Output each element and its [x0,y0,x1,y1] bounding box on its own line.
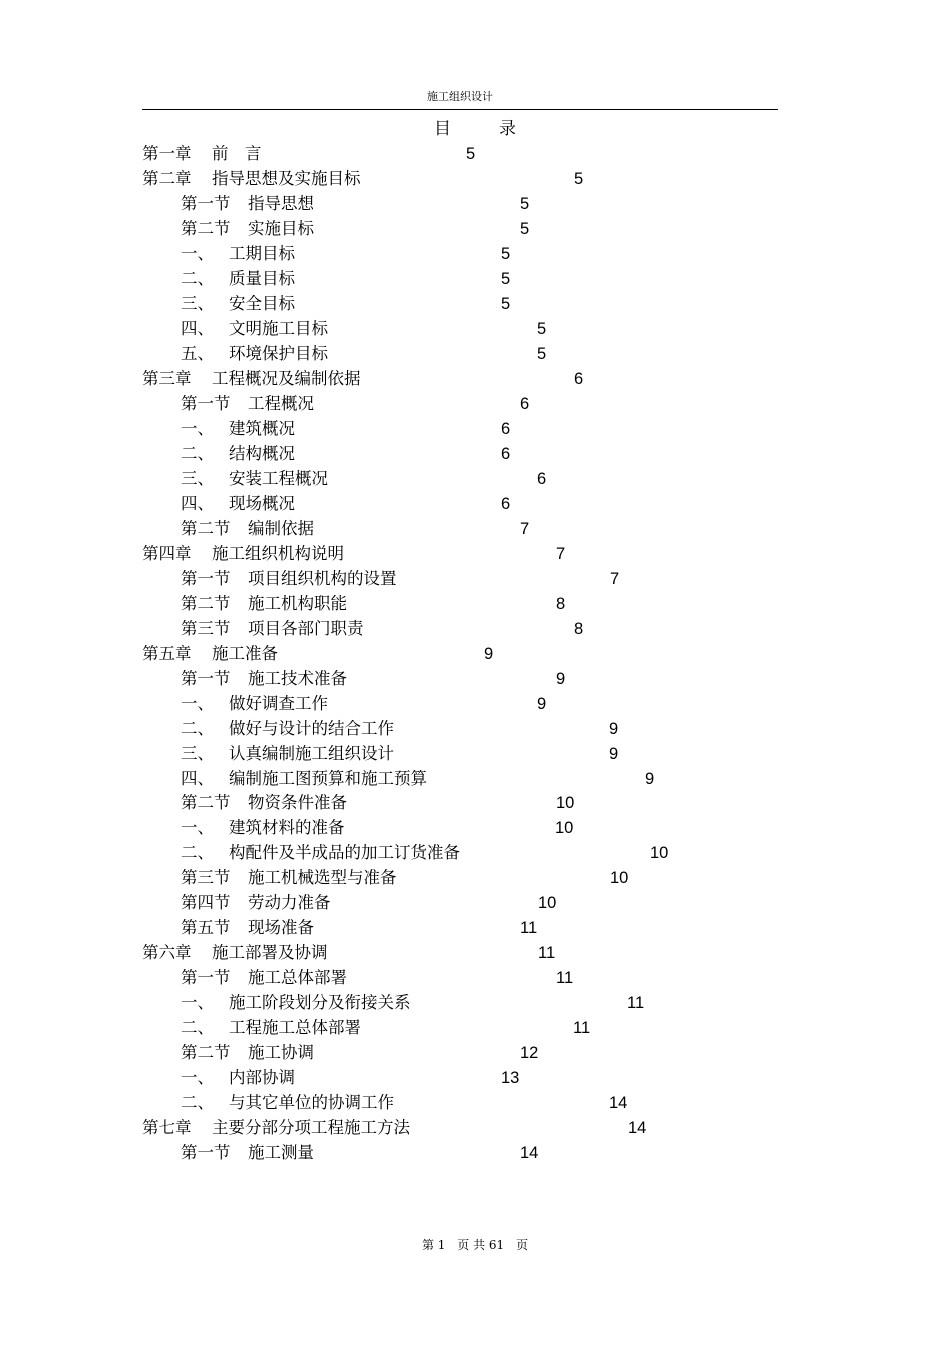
toc-entry-title: 做好与设计的结合工作 [229,718,394,738]
toc-entry-page: 11 [627,994,645,1013]
toc-entry-page: 6 [501,494,511,513]
toc-entry-label: 第六章 [142,943,192,963]
toc-entry-title: 现场概况 [229,493,295,513]
toc-title-left: 目 [434,119,451,139]
toc-entry-title: 施工阶段划分及衔接关系 [229,993,411,1013]
toc-entry-title: 施工测量 [248,1143,314,1163]
toc-entry-label: 第三节 [181,618,231,638]
toc-entry [0,567,950,591]
toc-entry-title: 物资条件准备 [248,793,347,813]
toc-entry-page: 6 [537,469,547,488]
toc-entry [0,791,950,815]
toc-entry-title: 认真编制施工组织设计 [229,743,394,763]
toc-entry [0,617,950,641]
toc-entry [0,592,950,616]
toc-entry [0,317,950,341]
toc-entry-label: 第四章 [142,543,192,563]
toc-entry-title: 安全目标 [229,293,295,313]
toc-entry-page: 9 [609,744,619,763]
toc-entry-title: 环境保护目标 [229,343,328,363]
toc-entry-label: 第三章 [142,368,192,388]
footer-page-suffix: 页 [516,1238,529,1252]
toc-entry-page: 10 [556,794,575,813]
toc-entry [0,392,950,416]
toc-entry-title: 建筑材料的准备 [229,818,345,838]
toc-entry-label: 第一节 [181,668,231,688]
toc-entry-title: 施工机械选型与准备 [248,868,397,888]
toc-entry-page: 9 [609,719,619,738]
toc-entry-title: 项目各部门职责 [248,618,364,638]
toc-entry [0,1041,950,1065]
toc-entry-page: 12 [520,1044,539,1063]
toc-entry-label: 二、 [181,718,214,738]
toc-entry-page: 9 [484,644,494,663]
toc-entry [0,267,950,291]
toc-entry-page: 11 [556,969,574,988]
toc-entry-title: 施工准备 [212,643,278,663]
toc-entry-label: 第二节 [181,1043,231,1063]
toc-entry-title: 现场准备 [248,918,314,938]
toc-entry-page: 6 [520,394,530,413]
toc-entry-label: 一、 [181,1068,214,1088]
toc-entry-page: 5 [520,219,530,238]
toc-entry-title: 建筑概况 [229,418,295,438]
toc-entry-page: 14 [520,1144,539,1163]
toc-entry-label: 二、 [181,443,214,463]
toc-entry-title: 施工组织机构说明 [212,543,344,563]
toc-entry [0,1091,950,1115]
footer-page-total: 页 共 61 [457,1238,505,1252]
toc-entry-page: 7 [556,544,566,563]
toc-entry-title: 施工机构职能 [248,593,347,613]
toc-entry-label: 第一节 [181,393,231,413]
toc-entry-label: 一、 [181,993,214,1013]
toc-entry-label: 第四节 [181,893,231,913]
toc-entry-page: 6 [501,419,511,438]
toc-entry-page: 5 [537,319,547,338]
toc-entry-label: 一、 [181,693,214,713]
toc-entry-title: 施工部署及协调 [212,943,328,963]
toc-entry-title: 施工总体部署 [248,968,347,988]
toc-entry-label: 第一节 [181,568,231,588]
toc-entry [0,367,950,391]
toc-entry-page: 10 [650,844,669,863]
toc-entry-page: 6 [574,369,584,388]
toc-entry-page: 5 [466,145,476,163]
toc-entry-label: 第二节 [181,593,231,613]
toc-entry-page: 6 [501,444,511,463]
toc-entry [0,966,950,990]
toc-entry-page: 5 [520,194,530,213]
toc-entry-title: 构配件及半成品的加工订货准备 [229,843,460,863]
toc-entry-label: 第五节 [181,918,231,938]
toc-entry [0,1116,950,1140]
toc-entry-page: 9 [537,694,547,713]
toc-entry-title: 工期目标 [229,243,295,263]
toc-title-right: 录 [499,119,516,139]
toc-entry [0,167,950,191]
toc-entry-title: 指导思想及实施目标 [212,168,361,188]
toc-entry-label: 第一节 [181,193,231,213]
page-footer [0,1237,950,1253]
toc-entry [0,767,950,791]
toc-entry-title: 与其它单位的协调工作 [229,1093,394,1113]
toc-entry [0,642,950,666]
toc-entry [0,692,950,716]
toc-entry-label: 四、 [181,493,214,513]
toc-entry-page: 11 [573,1019,591,1038]
toc-entry-label: 第五章 [142,643,192,663]
toc-entry-title: 做好调查工作 [229,693,328,713]
toc-entry-title: 结构概况 [229,443,295,463]
toc-entry [0,492,950,516]
toc-entry-page: 7 [610,569,620,588]
toc-entry-title: 前 言 [212,144,262,163]
toc-entry-page: 9 [645,769,655,788]
toc-entry-label: 第二节 [181,518,231,538]
toc-entry-page: 5 [501,294,511,313]
toc-entry [0,891,950,915]
toc-entry-page: 11 [538,944,556,963]
toc-entry-page: 10 [555,819,574,838]
toc-entry-label: 二、 [181,1018,214,1038]
toc-entry-label: 第二节 [181,793,231,813]
toc-entry-label: 三、 [181,293,214,313]
toc-entry-label: 四、 [181,768,214,788]
toc-entry-label: 四、 [181,318,214,338]
toc-entry-page: 14 [609,1094,628,1113]
page-header: 施工组织设计 [427,90,493,103]
toc-entry-title: 主要分部分项工程施工方法 [212,1118,410,1138]
toc-entry-title: 劳动力准备 [248,893,331,913]
toc-entry-label: 第一节 [181,968,231,988]
toc-entry [0,717,950,741]
toc-entry-page: 10 [538,894,557,913]
toc-entry-label: 第三节 [181,868,231,888]
toc-entry [0,667,950,691]
toc-entry-title: 编制依据 [248,518,314,538]
toc-entry [0,916,950,940]
toc-entry-title: 施工协调 [248,1043,314,1063]
toc-entry-title: 内部协调 [229,1068,295,1088]
toc-entry-title: 质量目标 [229,268,295,288]
toc-entry-label: 五、 [181,343,214,363]
toc-entry-page: 10 [610,869,629,888]
toc-entry-page: 5 [501,269,511,288]
toc-entry-page: 9 [556,669,566,688]
toc-entry-title: 安装工程概况 [229,468,328,488]
toc-entry-label: 一、 [181,243,214,263]
toc-entry [0,142,950,166]
toc-entry [0,342,950,366]
toc-entry-label: 三、 [181,743,214,763]
toc-entry-label: 一、 [181,418,214,438]
toc-entry-title: 工程施工总体部署 [229,1018,361,1038]
toc-entry-label: 三、 [181,468,214,488]
toc-entry-page: 5 [501,244,511,263]
toc-entry-title: 指导思想 [248,193,314,213]
toc-entry [0,467,950,491]
toc-entry [0,1141,950,1165]
toc-entry [0,841,950,865]
toc-entry [0,517,950,541]
toc-entry-label: 第二节 [181,218,231,238]
toc-entry-title: 施工技术准备 [248,668,347,688]
toc-entry-label: 二、 [181,268,214,288]
toc-title [0,118,950,140]
toc-entry-page: 7 [520,519,530,538]
toc-entry-page: 8 [574,619,584,638]
toc-entry-title: 项目组织机构的设置 [248,568,397,588]
toc-entry-label: 第七章 [142,1118,192,1138]
toc-entry-page: 5 [574,169,584,188]
toc-entry [0,417,950,441]
toc-entry-page: 14 [628,1119,647,1138]
toc-entry-label: 二、 [181,843,214,863]
toc-entry-page: 11 [520,919,538,938]
toc-entry-title: 编制施工图预算和施工预算 [229,768,427,788]
toc-entry [0,292,950,316]
footer-page-current: 第 1 [421,1238,446,1252]
toc-entry [0,542,950,566]
toc-entry [0,217,950,241]
toc-entry-label: 第一节 [181,1143,231,1163]
toc-entry [0,1066,950,1090]
toc-entry-page: 5 [537,344,547,363]
toc-entry [0,941,950,965]
toc-entry-label: 第二章 [142,168,192,188]
toc-entry [0,866,950,890]
toc-entry [0,442,950,466]
toc-entry-label: 第一章 [142,144,192,163]
toc-entry-page: 13 [501,1069,520,1088]
toc-entry [0,1016,950,1040]
toc-entry-title: 文明施工目标 [229,318,328,338]
toc-entry-title: 工程概况及编制依据 [212,368,361,388]
header-divider [142,109,778,110]
toc-entry-label: 二、 [181,1093,214,1113]
toc-entry-page: 8 [556,594,566,613]
toc-entry-title: 实施目标 [248,218,314,238]
toc-entry [0,991,950,1015]
toc-entry-label: 一、 [181,818,214,838]
toc-entry [0,742,950,766]
toc-entry [0,192,950,216]
toc-entry [0,816,950,840]
toc-entry [0,242,950,266]
toc-entry-title: 工程概况 [248,393,314,413]
